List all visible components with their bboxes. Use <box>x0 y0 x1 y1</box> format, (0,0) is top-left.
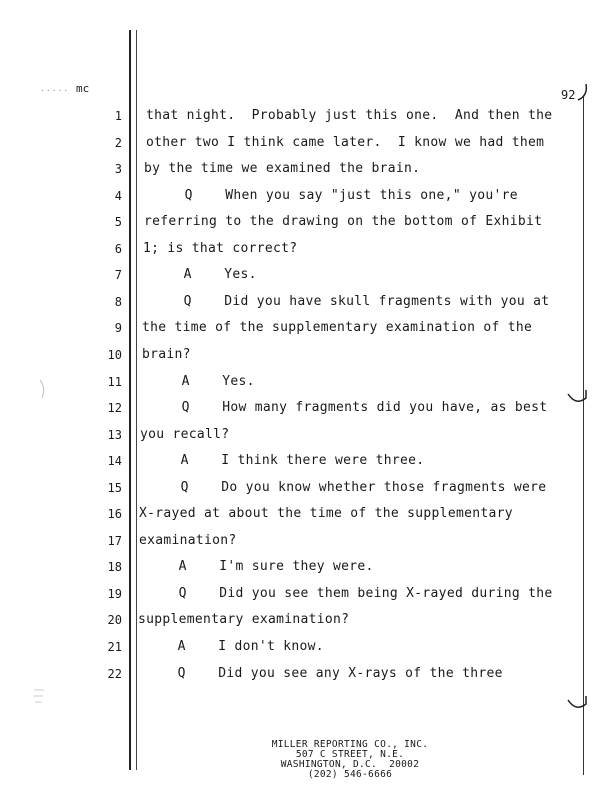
scan-smudge-mark <box>30 686 48 710</box>
transcript-line-text: brain? <box>142 347 191 362</box>
line-number: 5 <box>114 215 122 229</box>
transcript-line-text: X-rayed at about the time of the supplementary <box>139 506 513 521</box>
line-number: 22 <box>107 667 122 681</box>
line-number: 17 <box>107 534 122 548</box>
scan-smudge-mark <box>36 378 50 402</box>
transcript-line-text: Q Did you see any X-rays of the three <box>137 666 503 681</box>
line-number: 20 <box>107 613 122 627</box>
transcript-line-text: 1; is that correct? <box>143 241 298 256</box>
transcript-line-text: the time of the supplementary examination of the <box>142 320 533 335</box>
line-number: 14 <box>107 454 122 468</box>
transcript-line-text: by the time we examined the brain. <box>144 161 421 176</box>
left-margin-rule <box>129 30 131 770</box>
transcript-line-text: Q Did you have skull fragments with you at <box>143 294 550 309</box>
line-number: 1 <box>114 109 122 123</box>
transcript-line-text: Q When you say "just this one," you're <box>144 188 518 203</box>
transcript-line-text: that night. Probably just this one. And then the <box>146 108 553 123</box>
transcript-line-text: A Yes. <box>143 267 257 282</box>
line-number: 9 <box>114 321 122 335</box>
left-margin-rule-inner <box>136 30 137 770</box>
transcript-line-text: you recall? <box>140 427 230 442</box>
line-number: 4 <box>114 189 122 203</box>
transcript-line-text: A I'm sure they were. <box>138 559 374 574</box>
bracket-mark-middle <box>566 388 590 412</box>
line-number: 15 <box>107 481 122 495</box>
transcript-line-text: A I don't know. <box>137 639 324 654</box>
footer-street: 507 C STREET, N.E. <box>295 749 405 760</box>
transcript-line-text: examination? <box>139 533 237 548</box>
transcript-line-text: Q How many fragments did you have, as best <box>141 400 548 415</box>
reporter-initials: mc <box>76 82 90 95</box>
line-number: 16 <box>107 507 122 521</box>
line-number: 2 <box>114 136 122 150</box>
line-number: 6 <box>114 242 122 256</box>
margin-dots: ..... <box>40 84 70 93</box>
page-number: 92 <box>561 88 576 102</box>
line-number: 18 <box>107 560 122 574</box>
footer-phone: (202) 546-6666 <box>307 769 393 780</box>
line-number: 13 <box>107 428 122 442</box>
transcript-line-text: Q Do you know whether those fragments were <box>140 480 547 495</box>
line-number: 3 <box>114 162 122 176</box>
transcript-line-text: A Yes. <box>141 374 255 389</box>
line-number: 19 <box>107 587 122 601</box>
line-number: 12 <box>107 401 122 415</box>
footer-city: WASHINGTON, D.C. 20002 <box>280 759 420 770</box>
transcript-line-text: supplementary examination? <box>138 612 350 627</box>
reporter-footer <box>200 740 500 780</box>
transcript-line-text: other two I think came later. I know we had them <box>146 135 545 150</box>
line-number: 10 <box>107 348 122 362</box>
line-number: 21 <box>107 640 122 654</box>
bracket-mark-top <box>566 82 590 106</box>
footer-company: MILLER REPORTING CO., INC. <box>271 739 429 750</box>
right-margin-rule <box>583 95 584 775</box>
line-number: 11 <box>107 375 122 389</box>
bracket-mark-bottom <box>566 694 590 718</box>
transcript-line-text: Q Did you see them being X-rayed during the <box>138 586 553 601</box>
line-number: 7 <box>114 268 122 282</box>
transcript-line-text: referring to the drawing on the bottom of Exhibit <box>144 214 543 229</box>
line-number: 8 <box>114 295 122 309</box>
transcript-line-text: A I think there were three. <box>140 453 425 468</box>
